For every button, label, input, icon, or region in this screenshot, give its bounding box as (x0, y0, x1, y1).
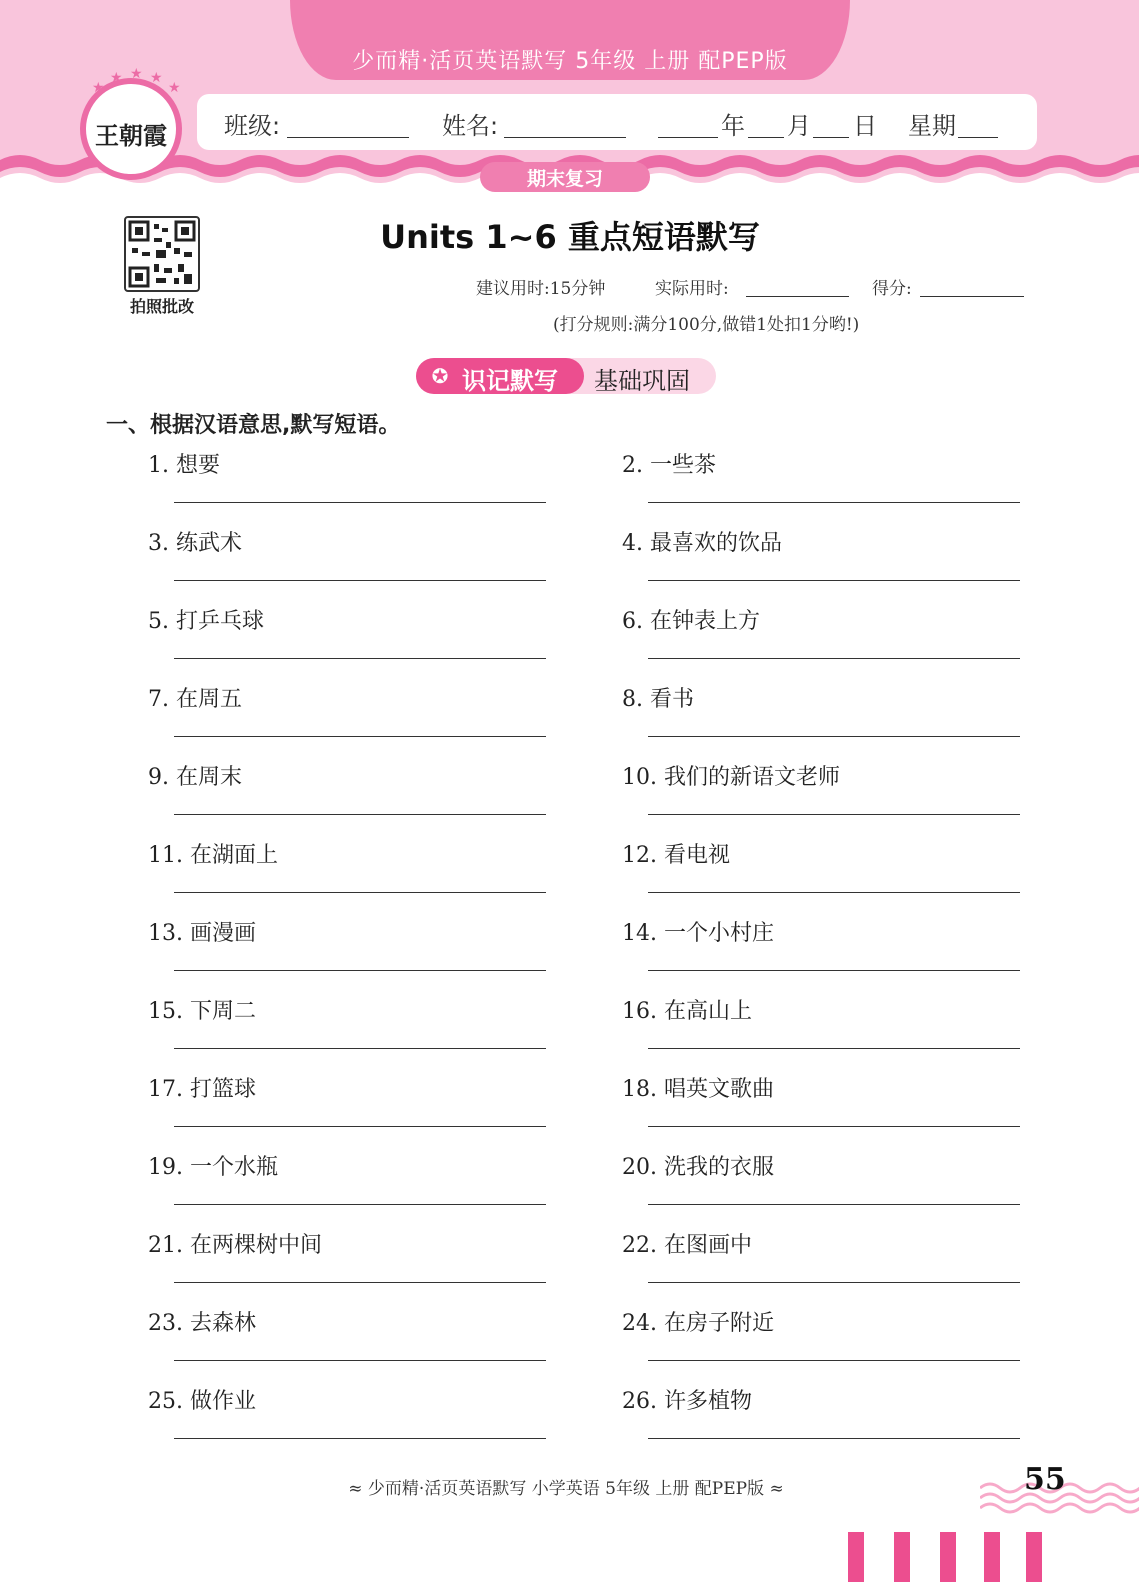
answer-line[interactable] (648, 1438, 1020, 1439)
exercise-prompt: 13. 画漫画 (148, 921, 256, 946)
exercise-prompt: 3. 练武术 (148, 531, 242, 556)
exercise-prompt: 17. 打篮球 (148, 1077, 256, 1102)
answer-line[interactable] (648, 1048, 1020, 1049)
exercise-item (622, 682, 1042, 760)
actual-time-label: 实际用时: (655, 279, 729, 299)
exercise-prompt: 26. 许多植物 (622, 1389, 752, 1414)
exercise-item (622, 526, 1042, 604)
exercise-item (148, 1072, 568, 1150)
star-icon: ★ (92, 80, 105, 96)
exercise-item (148, 1228, 568, 1306)
star-icon: ★ (110, 70, 123, 86)
answer-line[interactable] (648, 1126, 1020, 1127)
exercise-prompt: 15. 下周二 (148, 999, 256, 1024)
category-left-label: 识记默写 (462, 367, 558, 395)
qr-caption: 拍照批改 (129, 297, 194, 316)
answer-line[interactable] (174, 1438, 546, 1439)
exercise-item (622, 1384, 1042, 1462)
answer-line[interactable] (648, 1360, 1020, 1361)
day-label: 日 (853, 112, 877, 140)
answer-line[interactable] (648, 580, 1020, 581)
star-icon: ★ (168, 80, 181, 96)
decorative-bar (894, 1532, 910, 1582)
exercise-item (148, 1306, 568, 1384)
exercise-item (622, 994, 1042, 1072)
section-heading: 一、根据汉语意思,默写短语。 (106, 413, 401, 438)
answer-line[interactable] (174, 1282, 546, 1283)
exercise-item (622, 1228, 1042, 1306)
page-number: 55 (1024, 1462, 1066, 1497)
answer-line[interactable] (174, 502, 546, 503)
exercise-prompt: 21. 在两棵树中间 (148, 1233, 322, 1258)
exercise-item (622, 760, 1042, 838)
decorative-bar (940, 1532, 956, 1582)
name-label: 姓名: (442, 112, 499, 140)
exercise-prompt: 10. 我们的新语文老师 (622, 765, 840, 790)
exercise-prompt: 16. 在高山上 (622, 999, 752, 1024)
exercise-item (148, 1150, 568, 1228)
category-right-label: 基础巩固 (594, 367, 690, 395)
exercise-item (148, 916, 568, 994)
answer-line[interactable] (174, 736, 546, 737)
exercise-prompt: 2. 一些茶 (622, 453, 716, 478)
answer-line[interactable] (174, 970, 546, 971)
answer-line[interactable] (174, 1204, 546, 1205)
exercise-item (622, 1150, 1042, 1228)
answer-line[interactable] (174, 814, 546, 815)
answer-line[interactable] (174, 892, 546, 893)
month-label: 月 (787, 112, 811, 140)
exercise-item (148, 448, 568, 526)
answer-line[interactable] (174, 1048, 546, 1049)
exercise-prompt: 14. 一个小村庄 (622, 921, 774, 946)
exercise-prompt: 9. 在周末 (148, 765, 242, 790)
exercise-item (622, 838, 1042, 916)
page-title: Units 1~6 重点短语默写 (380, 218, 760, 256)
exercise-item (622, 1072, 1042, 1150)
exercise-prompt: 11. 在湖面上 (148, 843, 278, 868)
exercise-prompt: 8. 看书 (622, 687, 694, 712)
weekday-label: 星期 (908, 112, 956, 140)
answer-line[interactable] (648, 970, 1020, 971)
decorative-bar (848, 1532, 864, 1582)
exercise-prompt: 6. 在钟表上方 (622, 609, 760, 634)
answer-line[interactable] (174, 1360, 546, 1361)
answer-line[interactable] (648, 892, 1020, 893)
exercise-item (148, 994, 568, 1072)
answer-line[interactable] (648, 814, 1020, 815)
answer-line[interactable] (174, 580, 546, 581)
section-tab-label: 期末复习 (526, 168, 603, 190)
exercise-prompt: 5. 打乒乓球 (148, 609, 264, 634)
answer-line[interactable] (648, 1204, 1020, 1205)
answer-line[interactable] (648, 736, 1020, 737)
footer-text: ≈ 少而精·活页英语默写 小学英语 5年级 上册 配PEP版 ≈ (348, 1479, 784, 1499)
exercise-item (622, 604, 1042, 682)
exercise-item (148, 526, 568, 604)
medal-icon: ✪ (431, 364, 449, 388)
star-icon: ★ (130, 66, 143, 82)
brand-logo-text: 王朝霞 (95, 121, 167, 150)
scoring-rule-note: (打分规则:满分100分,做错1处扣1分哟!) (553, 315, 860, 335)
exercise-prompt: 19. 一个水瓶 (148, 1155, 278, 1180)
decorative-bar (1026, 1532, 1042, 1582)
exercise-prompt: 24. 在房子附近 (622, 1311, 774, 1336)
year-label: 年 (721, 112, 745, 140)
exercise-prompt: 7. 在周五 (148, 687, 242, 712)
star-icon: ★ (150, 70, 163, 86)
exercise-item (622, 448, 1042, 526)
exercise-prompt: 4. 最喜欢的饮品 (622, 531, 782, 556)
exercise-prompt: 18. 唱英文歌曲 (622, 1077, 774, 1102)
exercise-prompt: 23. 去森林 (148, 1311, 256, 1336)
suggested-time: 建议用时:15分钟 (476, 279, 606, 299)
answer-line[interactable] (174, 658, 546, 659)
exercise-prompt: 1. 想要 (148, 453, 220, 478)
score-label: 得分: (872, 279, 912, 299)
answer-line[interactable] (648, 658, 1020, 659)
exercise-item (148, 604, 568, 682)
exercise-item (148, 838, 568, 916)
class-label: 班级: (224, 112, 281, 140)
exercise-prompt: 25. 做作业 (148, 1389, 256, 1414)
answer-line[interactable] (648, 502, 1020, 503)
exercise-item (148, 1384, 568, 1462)
exercise-prompt: 20. 洗我的衣服 (622, 1155, 774, 1180)
exercise-item (148, 682, 568, 760)
answer-line[interactable] (174, 1126, 546, 1127)
series-title: 少而精·活页英语默写 5年级 上册 配PEP版 (352, 49, 788, 74)
exercise-prompt: 22. 在图画中 (622, 1233, 752, 1258)
exercise-item (148, 760, 568, 838)
decorative-bar (984, 1532, 1000, 1582)
exercise-item (622, 1306, 1042, 1384)
exercise-item (622, 916, 1042, 994)
exercise-prompt: 12. 看电视 (622, 843, 730, 868)
answer-line[interactable] (648, 1282, 1020, 1283)
